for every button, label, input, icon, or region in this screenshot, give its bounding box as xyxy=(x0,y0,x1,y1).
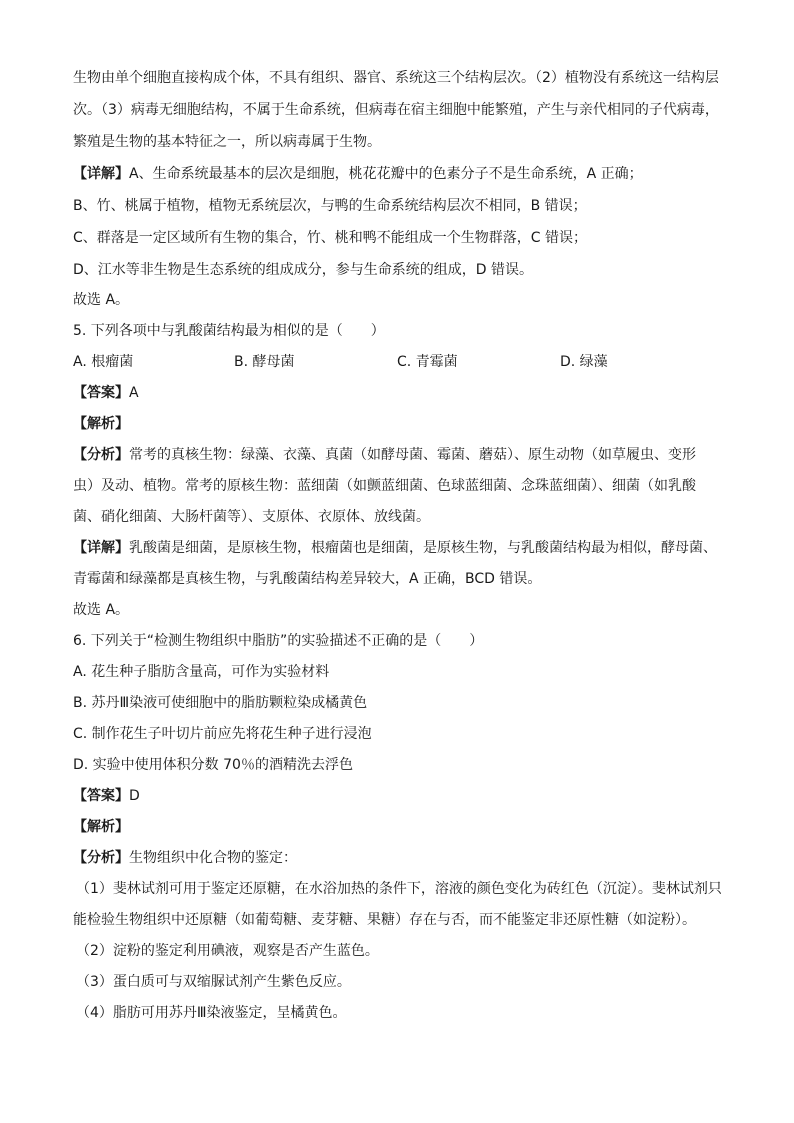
detail-line xyxy=(73,164,643,184)
detail-text: 乳酸菌是细菌，是原核生物，根瘤菌也是细菌，是原核生物，与乳酸菌结构最为相似，酵母菌、 xyxy=(129,540,717,556)
text-line: （2）淀粉的鉴定利用碘液，观察是否产生蓝色。 xyxy=(76,943,379,959)
detail-text: A、生命系统最基本的层次是细胞，桃花花瓣中的色素分子不是生命系统，A 正确； xyxy=(129,166,643,182)
detail-tag: 【详解】 xyxy=(73,166,129,182)
text-line: B、竹、桃属于植物，植物无系统层次，与鸭的生命系统结构层次不相同，B 错误； xyxy=(73,198,587,214)
text-line: 能检验生物组织中还原糖（如葡萄糖、麦芽糖、果糖）存在与否，而不能鉴定非还原性糖（如淀粉）。 xyxy=(73,912,696,928)
detail-tag: 【详解】 xyxy=(73,540,129,556)
q5-option-c: C. 青霉菌 xyxy=(397,354,458,370)
answer-value: A xyxy=(129,385,139,401)
answer-tag: 【答案】 xyxy=(73,385,129,401)
conclusion-line: 故选 A。 xyxy=(73,602,130,618)
text-line: 菌、硝化细菌、大肠杆菌等）、支原体、衣原体、放线菌。 xyxy=(73,509,430,525)
q6-option-d: D. 实验中使用体积分数 70％的酒精洗去浮色 xyxy=(73,757,353,773)
answer-tag: 【答案】 xyxy=(73,788,129,804)
q6-analysis-heading: 【解析】 xyxy=(73,819,129,835)
q6-answer xyxy=(73,786,140,806)
question-5: 5. 下列各项中与乳酸菌结构最为相似的是（ ） xyxy=(73,323,385,339)
text-line: 青霉菌和绿藻都是真核生物，与乳酸菌结构差异较大，A 正确，BCD 错误。 xyxy=(73,571,542,587)
q5-option-a: A. 根瘤菌 xyxy=(73,354,134,370)
text-line: （3）蛋白质可与双缩脲试剂产生紫色反应。 xyxy=(76,974,351,990)
q6-option-a: A. 花生种子脂肪含量高，可作为实验材料 xyxy=(73,664,330,680)
text-line: （4）脂肪可用苏丹Ⅲ染液鉴定，呈橘黄色。 xyxy=(76,1005,347,1021)
question-6: 6. 下列关于“检测生物组织中脂肪”的实验描述不正确的是（ ） xyxy=(73,633,484,649)
text-line: 生物由单个细胞直接构成个体，不具有组织、器官、系统这三个结构层次。（2）植物没有系统这一结构层 xyxy=(73,70,719,86)
analysis-text: 生物组织中化合物的鉴定： xyxy=(129,850,297,866)
q5-analysis-heading: 【解析】 xyxy=(73,416,129,432)
q5-analysis-line xyxy=(73,445,696,465)
q5-answer xyxy=(73,383,139,403)
analysis-text: 常考的真核生物：绿藻、衣藻、真菌（如酵母菌、霉菌、蘑菇）、原生动物（如草履虫、变形 xyxy=(129,447,696,463)
text-line: D、江水等非生物是生态系统的组成成分，参与生命系统的组成，D 错误。 xyxy=(73,262,534,278)
conclusion-line: 故选 A。 xyxy=(73,292,130,308)
text-line: 繁殖是生物的基本特征之一，所以病毒属于生物。 xyxy=(73,134,381,150)
q6-option-c: C. 制作花生子叶切片前应先将花生种子进行浸泡 xyxy=(73,726,372,742)
analysis-tag: 【分析】 xyxy=(73,850,129,866)
q5-detail-line xyxy=(73,538,717,558)
q6-analysis-line xyxy=(73,848,297,868)
q6-option-b: B. 苏丹Ⅲ染液可使细胞中的脂肪颗粒染成橘黄色 xyxy=(73,695,368,711)
text-line: （1）斐林试剂可用于鉴定还原糖，在水浴加热的条件下，溶液的颜色变化为砖红色（沉淀）。斐林试剂只 xyxy=(76,881,722,897)
q5-option-b: B. 酵母菌 xyxy=(234,354,295,370)
answer-value: D xyxy=(129,788,140,804)
text-line: 次。（3）病毒无细胞结构，不属于生命系统，但病毒在宿主细胞中能繁殖，产生与亲代相同的子代病毒， xyxy=(73,102,719,118)
text-line: 虫）及动、植物。常考的原核生物：蓝细菌（如颤蓝细菌、色球蓝细菌、念珠蓝细菌）、细菌（如乳酸 xyxy=(73,478,696,494)
q5-option-d: D. 绿藻 xyxy=(560,354,608,370)
analysis-tag: 【分析】 xyxy=(73,447,129,463)
text-line: C、群落是一定区域所有生物的集合，竹、桃和鸭不能组成一个生物群落，C 错误； xyxy=(73,230,587,246)
